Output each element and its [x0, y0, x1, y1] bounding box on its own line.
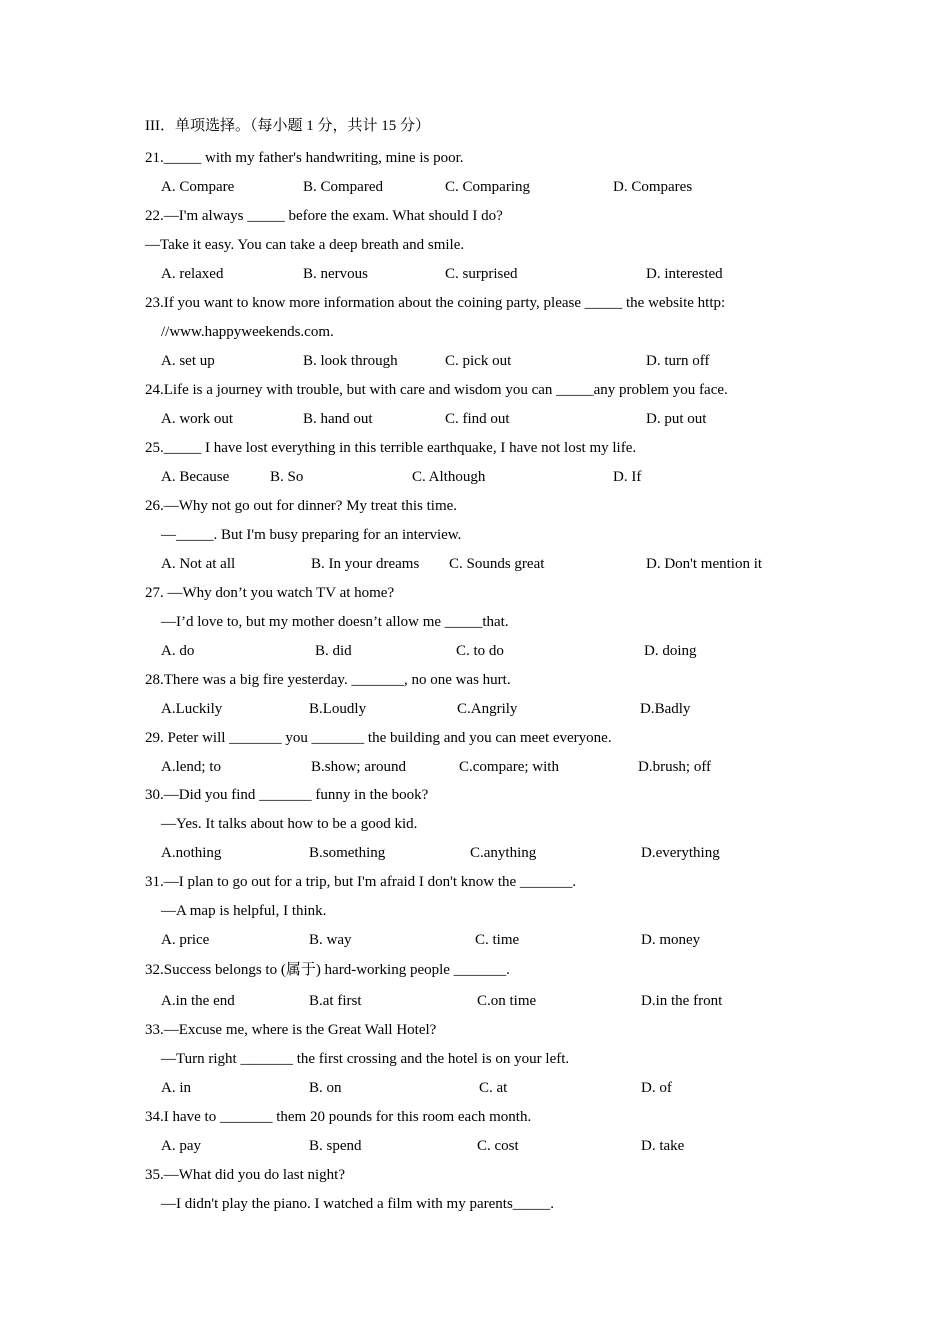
question-24: 24.Life is a journey with trouble, but with care and wisdom you can _____any problem you face. — [145, 382, 728, 398]
q21-option-a: A. Compare — [161, 179, 235, 195]
q22-option-d: D. interested — [646, 266, 723, 282]
q25-option-c: C. Although — [412, 469, 486, 485]
q27-option-a: A. do — [161, 643, 195, 659]
q34-option-d: D. take — [641, 1138, 685, 1154]
q28-option-c: C.Angrily — [457, 701, 518, 717]
q29-option-c: C.compare; with — [459, 759, 559, 775]
q22-option-c: C. surprised — [445, 266, 518, 282]
q25-option-a: A. Because — [161, 469, 230, 485]
section-title: III．单项选择。（每小题 1 分，共计 15 分） — [145, 118, 430, 134]
q28-option-b: B.Loudly — [309, 701, 367, 717]
question-27-reply: —I’d love to, but my mother doesn’t allow me _____that. — [161, 614, 509, 630]
q27-option-d: D. doing — [644, 643, 697, 659]
question-30-reply: —Yes. It talks about how to be a good kid. — [161, 816, 418, 832]
question-22: 22.—I'm always _____ before the exam. What should I do? — [145, 208, 503, 224]
q31-option-a: A. price — [161, 932, 210, 948]
q29-option-d: D.brush; off — [638, 759, 712, 775]
q34-option-a: A. pay — [161, 1138, 201, 1154]
q23-option-c: C. pick out — [445, 353, 512, 369]
q23-option-d: D. turn off — [646, 353, 710, 369]
q21-option-d: D. Compares — [613, 179, 693, 195]
q25-option-b: B. So — [270, 469, 304, 485]
question-31: 31.—I plan to go out for a trip, but I'm afraid I don't know the _______. — [145, 874, 577, 890]
q33-option-a: A. in — [161, 1080, 191, 1096]
q26-option-b: B. In your dreams — [311, 556, 420, 572]
q30-option-c: C.anything — [470, 845, 537, 861]
q30-option-a: A.nothing — [161, 845, 222, 861]
q25-option-d: D. If — [613, 469, 642, 485]
q30-option-b: B.something — [309, 845, 386, 861]
question-31-reply: —A map is helpful, I think. — [161, 903, 327, 919]
question-26-reply: —_____. But I'm busy preparing for an interview. — [161, 527, 462, 543]
q31-option-b: B. way — [309, 932, 352, 948]
q24-option-c: C. find out — [445, 411, 510, 427]
q29-option-a: A.lend; to — [161, 759, 221, 775]
q34-option-b: B. spend — [309, 1138, 362, 1154]
question-22-reply: —Take it easy. You can take a deep breath and smile. — [145, 237, 465, 253]
question-33: 33.—Excuse me, where is the Great Wall Hotel? — [145, 1022, 437, 1038]
q33-option-d: D. of — [641, 1080, 672, 1096]
q32-option-a: A.in the end — [161, 993, 235, 1009]
q26-option-a: A. Not at all — [161, 556, 236, 572]
question-35: 35.—What did you do last night? — [145, 1167, 345, 1183]
question-34: 34.I have to _______ them 20 pounds for this room each month. — [145, 1109, 532, 1125]
q34-option-c: C. cost — [477, 1138, 519, 1154]
question-27: 27. —Why don’t you watch TV at home? — [145, 585, 395, 601]
q27-option-b: B. did — [315, 643, 352, 659]
q21-option-c: C. Comparing — [445, 179, 530, 195]
q32-option-d: D.in the front — [641, 993, 723, 1009]
question-35-reply: —I didn't play the piano. I watched a film with my parents_____. — [161, 1196, 555, 1212]
question-23: 23.If you want to know more information about the coining party, please _____ the website http: — [145, 295, 726, 311]
q24-option-d: D. put out — [646, 411, 707, 427]
q31-option-d: D. money — [641, 932, 701, 948]
q33-option-b: B. on — [309, 1080, 342, 1096]
q27-option-c: C. to do — [456, 643, 504, 659]
q24-option-b: B. hand out — [303, 411, 373, 427]
question-26: 26.—Why not go out for dinner? My treat this time. — [145, 498, 458, 514]
q21-option-b: B. Compared — [303, 179, 383, 195]
q28-option-a: A.Luckily — [161, 701, 223, 717]
question-28: 28.There was a big fire yesterday. _______, no one was hurt. — [145, 672, 511, 688]
question-32: 32.Success belongs to (属于) hard-working people _______. — [145, 962, 510, 978]
q26-option-d: D. Don't mention it — [646, 556, 763, 572]
q24-option-a: A. work out — [161, 411, 234, 427]
q32-option-c: C.on time — [477, 993, 537, 1009]
question-25: 25._____ I have lost everything in this terrible earthquake, I have not lost my life. — [145, 440, 637, 456]
question-29: 29. Peter will _______ you _______ the building and you can meet everyone. — [145, 730, 612, 746]
q30-option-d: D.everything — [641, 845, 720, 861]
q31-option-c: C. time — [475, 932, 520, 948]
question-33-reply: —Turn right _______ the first crossing and the hotel is on your left. — [161, 1051, 570, 1067]
q26-option-c: C. Sounds great — [449, 556, 545, 572]
question-23-cont: //www.happyweekends.com. — [161, 324, 334, 340]
q28-option-d: D.Badly — [640, 701, 691, 717]
q29-option-b: B.show; around — [311, 759, 406, 775]
question-21: 21._____ with my father's handwriting, mine is poor. — [145, 150, 464, 166]
q22-option-a: A. relaxed — [161, 266, 224, 282]
q22-option-b: B. nervous — [303, 266, 368, 282]
q23-option-a: A. set up — [161, 353, 215, 369]
question-30: 30.—Did you find _______ funny in the book? — [145, 787, 429, 803]
q23-option-b: B. look through — [303, 353, 398, 369]
q33-option-c: C. at — [479, 1080, 508, 1096]
q32-option-b: B.at first — [309, 993, 362, 1009]
